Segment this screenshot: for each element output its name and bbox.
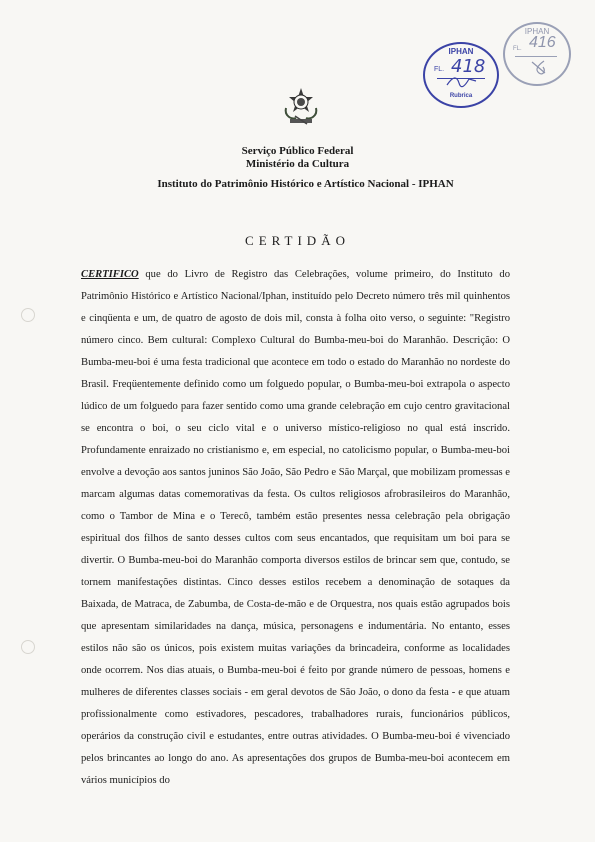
brazil-coat-of-arms-icon <box>282 86 320 126</box>
stamp-signature-line <box>437 78 485 79</box>
header-service: Serviço Público Federal <box>241 145 354 157</box>
stamp-folio-number: 418 <box>451 56 486 77</box>
stamp-title: IPHAN <box>448 47 474 56</box>
certificate-text: que do Livro de Registro das Celebrações, volume primeiro, do Instituto do Patrimônio Histórico e Artístico Nacional/Iphan, instituído pelo Decreto número três mil quinhentos e cinqüenta e um, de quatro de agosto de dois mil, consta à folha oito verso, o seguinte: "Registro número cinco. Bem cultural: Complexo Cultural do Bumba-meu-boi do Maranhão. Descrição: O Bumba-meu-boi é uma festa tradicional que acontece em todo o estado do Maranhão no nordeste do Brasil. Freqüentemente definido como um folguedo popular, o Bumba-meu-boi extrapola o aspecto lúdico de um folguedo para fazer sentido como uma grande celebração em cujo centro gravitacional se encontra o boi, o seu ciclo vital e o universo místico-religioso no qual está inscrido. Profundamente enraizado no cristianismo e, em especial, no catolicismo popular, o Bumba-meu-boi envolve a devoção aos santos juninos São João, São Pedro e São Marçal, que mobilizam promessas e marcam algumas datas comemorativas da festa. Os cultos religiosos afrobrasileiros do Maranhão, como o Tambor de Mina e o Terecô, também estão presentes nessa celebração pela obrigação espiritual dos filhos de santo desses cultos com seus encantados, que requisitam um boi para se divertir. O Bumba-meu-boi do Maranhão comporta diversos estilos de brincar sem que, contudo, se tornem manifestações distintas. Cinco desses estilos recebem a denominação de sotaques da Baixada, de Matraca, de Zabumba, de Costa-de-mão e de Orquestra, nos quais estão agrupados bois que apresentam similaridades na dança, música, personagens e indumentária. No entanto, esses estilos não são os únicos, pois existem muitas variações da brincadeira, conforme as localidades onde ocorrem. Nos dias atuais, o Bumba-meu-boi é feito por grande número de pessoas, homens e mulheres de diferentes classes sociais - em geral devotos de São João, o dono da festa - e que atuam profissionalmente como estivadores, pescadores, trabalhadores rurais, funcionários públicos, operários da construção civil e estudantes, entre outras atividades. O Bumba-meu-boi é vivenciado pelos brincantes ao longo do ano. As apresentações dos grupos de Bumba-meu-boi acontecem em vários municípios do <box>81 269 510 786</box>
header-ministry: Ministério da Cultura <box>245 158 350 170</box>
signature-scribble-icon <box>445 74 479 88</box>
certifico-lead: CERTIFICO <box>81 269 139 280</box>
punch-hole-mark <box>21 640 35 654</box>
stamp-folio-number: 416 <box>529 34 556 51</box>
signature-scribble-icon <box>529 58 549 76</box>
certificate-body <box>81 264 510 792</box>
folio-stamp-faded <box>503 22 571 86</box>
document-title: CERTIDÃO <box>245 233 350 248</box>
stamp-signature-line <box>515 56 557 57</box>
stamp-folio-label: FL. <box>513 46 522 52</box>
folio-stamp <box>423 42 499 108</box>
stamp-signature-label: Rubrica <box>449 93 473 99</box>
stamp-folio-label: FL. <box>434 66 445 73</box>
punch-hole-mark <box>21 308 35 322</box>
header-institute: Instituto do Patrimônio Histórico e Artístico Nacional - IPHAN <box>157 178 454 190</box>
stamp-title: IPHAN <box>524 27 550 36</box>
